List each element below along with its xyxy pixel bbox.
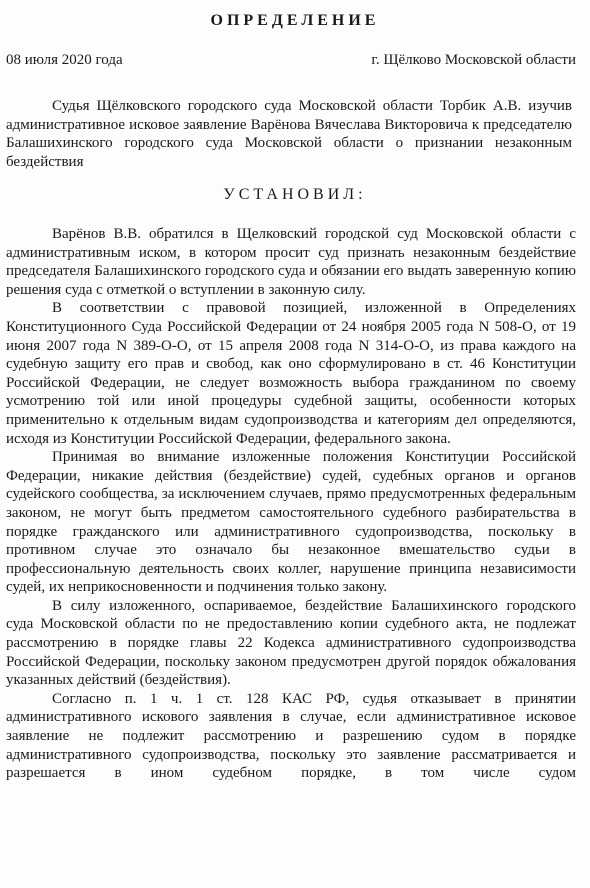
document-date: 08 июля 2020 года [6, 52, 123, 68]
body-paragraph-3: Принимая во внимание изложенные положения Конституции Российской Федерации, никакие действия (бездействие) судей, судебных органов и органов судейского сообщества, за исключением случаев, прямо предусмотренных федеральным законом, не могут быть предметом самостоятельного судебного разбирательства в порядке гражданского или административного судопроизводства, поскольку в противном случае это означало бы незаконное вмешательство судьи в профессиональную деятельность своих коллег, нарушение принципа независимости судей, их неприкосновенности и подчинения только закону. [6, 449, 576, 596]
intro-paragraph [6, 97, 572, 171]
body-paragraph-4: В силу изложенного, оспариваемое, бездействие Балашихинского городского суда Московской области по не предоставлению копии судебного акта, не подлежат рассмотрению в порядке главы 22 Кодекса административного судопроизводства Российской Федерации, поскольку законом предусмотрен другой порядок обжалования указанных действий (бездействия). [6, 597, 576, 689]
document-header [6, 52, 576, 69]
intro-text: Судья Щёлковского городского суда Московской области Торбик А.В. изучив административное исковое заявление Варёнова Вячеслава Викторовича к председателю Балашихинского городского суда Московской области о признании незаконным бездействия [6, 98, 572, 170]
document-place: г. Щёлково Московской области [371, 52, 576, 68]
body-paragraph-1: Варёнов В.В. обратился в Щелковский городской суд Московской области с административным иском, в котором просит суд признать незаконным бездействие председателя Балашихинского городского суда и обязании его выдать заверенную копию решения суда с отметкой о вступлении в законную силу. [6, 226, 576, 298]
document-body [6, 225, 576, 783]
document-title: ОПРЕДЕЛЕНИЕ [210, 12, 380, 29]
body-paragraph-2: В соответствии с правовой позицией, изложенной в Определениях Конституционного Суда Российской Федерации от 24 ноября 2005 года N 508-О, от 19 июня 2007 года N 389-О-О, от 15 апреля 2008 года N 314-О-О, из права каждого на судебную защиту его прав и свобод, как оно сформулировано в ст. 46 Конституции Российской Федерации, не следует возможность выбора гражданином по своему усмотрению той или иной процедуры судебной защиты, особенности которых применительно к отдельным видам судопроизводства и категориям дел определяются, исходя из Конституции Российской Федерации, федерального закона. [6, 300, 576, 447]
section-title: УСТАНОВИЛ: [223, 186, 367, 203]
body-paragraph-5: Согласно п. 1 ч. 1 ст. 128 КАС РФ, судья отказывает в принятии административного искового заявления в случае, если административное исковое заявление не подлежит рассмотрению и разрешению судом в порядке административного судопроизводства, поскольку это заявление рассматривается и разрешается в ином судебном порядке, в том числе судом [6, 690, 576, 782]
